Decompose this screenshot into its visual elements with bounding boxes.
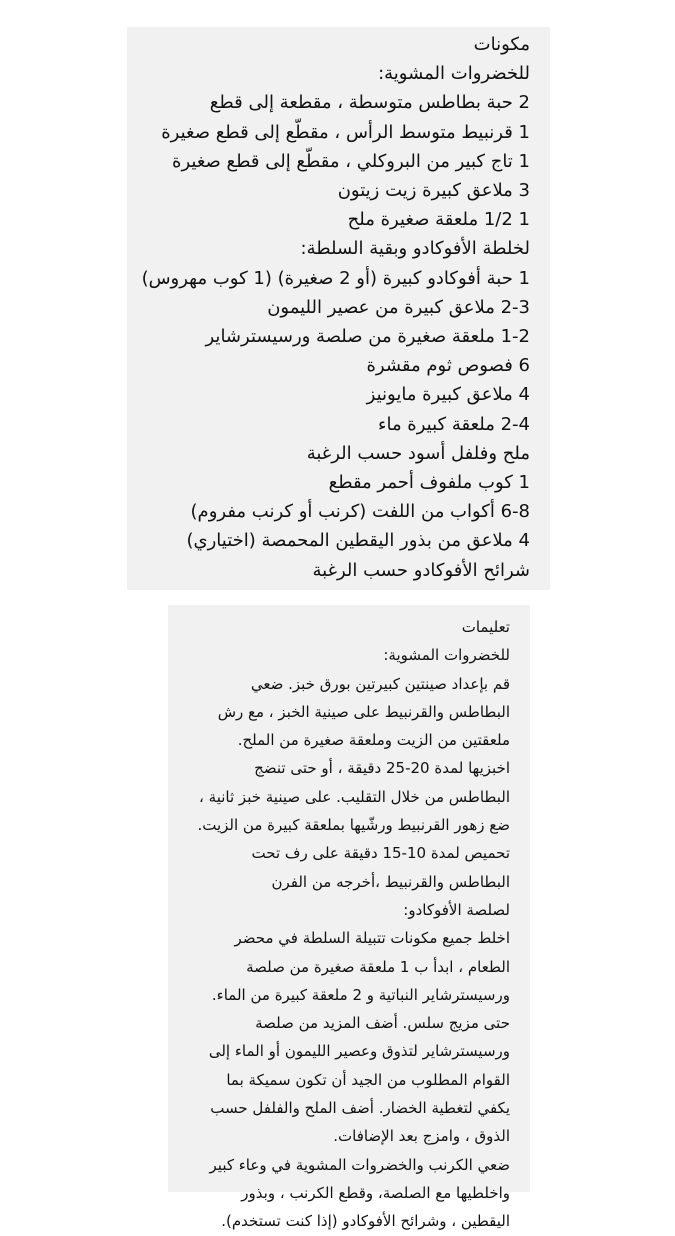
instruction-line: البطاطس والقرنبيط على صينية الخبز ، مع رش (217, 702, 510, 721)
ingredient-line: شرائح الأفوكادو حسب الرغبة (312, 559, 530, 581)
instruction-line: ورسيسترشاير لتذوق وعصير الليمون أو الماء إلى (208, 1042, 510, 1061)
instructions-subheading-avocado: لصلصة الأفوكادو: (403, 900, 510, 919)
instruction-line: اخلط جميع مكونات تتبيلة السلطة في محضر (234, 929, 510, 948)
ingredient-line: 1 1/2 ملعقة صغيرة ملح (347, 209, 530, 231)
ingredient-line: 1 تاج كبير من البروكلي ، مقطّع إلى قطع صغيرة (172, 150, 530, 172)
ingredient-line: 1-2 ملعقة صغيرة من صلصة ورسيسترشاير (205, 326, 530, 348)
instruction-line: قم بإعداد صينتين كبيرتين بورق خبز. ضعي (250, 674, 510, 693)
ingredient-line: 3 ملاعق كبيرة زيت زيتون (337, 180, 530, 202)
ingredient-line: 1 كوب ملفوف أحمر مقطع (328, 472, 530, 494)
ingredients-subheading-avocado: لخلطة الأفوكادو وبقية السلطة: (300, 238, 530, 260)
instructions-subheading-roasted: للخضروات المشوية: (383, 646, 510, 665)
ingredient-line: 1 قرنبيط متوسط الرأس ، مقطّع إلى قطع صغيرة (161, 121, 530, 143)
instructions-heading: تعليمات (461, 618, 510, 636)
instruction-line: يكفي لتغطية الخضار. أضف الملح والفلفل حسب (210, 1099, 510, 1118)
ingredient-line: 4 ملاعق من بذور اليقطين المحمصة (اختياري) (186, 530, 530, 552)
ingredient-line: 2-4 ملعقة كبيرة ماء (378, 413, 530, 435)
ingredient-line: 4 ملاعق كبيرة مايونيز (366, 384, 530, 406)
instruction-line: ملعقتين من الزيت وملعقة صغيرة من الملح. (237, 731, 510, 750)
instruction-line: الذوق ، وامزج بعد الإضافات. (333, 1127, 510, 1146)
ingredients-heading: مكونات (473, 34, 530, 55)
ingredient-line: 2-3 ملاعق كبيرة من عصير الليمون (267, 296, 530, 318)
ingredient-line: 2 حبة بطاطس متوسطة ، مقطعة إلى قطع (209, 92, 530, 114)
instruction-line: ضع زهور القرنبيط ورشّيها بملعقة كبيرة من الزيت. (197, 816, 510, 835)
instruction-line: حتى مزيج سلس. أضف المزيد من صلصة (255, 1014, 510, 1033)
instructions-card (168, 605, 530, 1231)
instruction-line: ضعي الكرنب والخضروات المشوية في وعاء كبير (209, 1155, 510, 1174)
instruction-line: اليقطين ، وشرائح الأفوكادو (إذا كنت تستخدم). (221, 1212, 510, 1231)
ingredient-line: 6 فصوص ثوم مقشرة (366, 355, 530, 377)
ingredients-subheading-roasted: للخضروات المشوية: (378, 63, 530, 85)
ingredients-card (127, 27, 550, 590)
instruction-line: تحميص لمدة 10-15 دقيقة على رف تحت (251, 844, 510, 863)
instruction-line: البطاطس من خلال التقليب. على صينية خبز ثانية ، (199, 787, 510, 806)
ingredient-line: 6-8 أكواب من اللفت (كرنب أو كرنب مفروم) (190, 501, 530, 523)
instruction-line: الطعام ، ابدأ ب 1 ملعقة صغيرة من صلصة (246, 957, 510, 976)
instruction-line: واخلطيها مع الصلصة، وقطع الكرنب ، وبذور (241, 1183, 510, 1202)
ingredient-line: 1 حبة أفوكادو كبيرة (أو 2 صغيرة) (1 كوب مهروس) (141, 267, 530, 289)
ingredient-line: ملح وفلفل أسود حسب الرغبة (306, 442, 530, 464)
instruction-line: البطاطس والقرنبيط ،أخرجه من الفرن (271, 872, 510, 891)
instruction-line: القوام المطلوب من الجيد أن تكون سميكة بما (226, 1070, 510, 1089)
instruction-line: ورسيسترشاير النباتية و 2 ملعقة كبيرة من الماء. (211, 985, 510, 1004)
instruction-line: اخبزيها لمدة 20-25 دقيقة ، أو حتى تنضج (254, 759, 510, 778)
